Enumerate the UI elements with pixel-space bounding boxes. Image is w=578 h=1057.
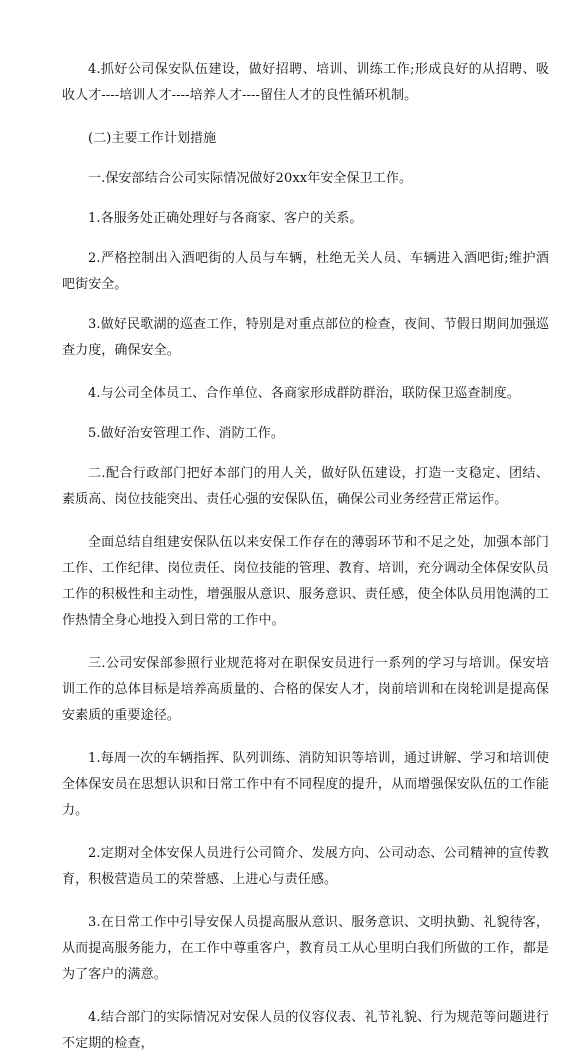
paragraph-weekly-training: 1.每周一次的车辆指挥、队列训练、消防知识等培训，通过讲解、学习和培训使全体保安员在思想认识和日常工作中有不同程度的提升，从而增强保安队伍的工作能力。 (62, 751, 549, 818)
paragraph-team-building: 二.配合行政部门把好本部门的用人关，做好队伍建设，打造一支稳定、团结、素质高、岗位技能突出、责任心强的安保队伍，确保公司业务经营正常运作。 (62, 466, 549, 507)
paragraph-public-security-fire: 5.做好治安管理工作、消防工作。 (88, 426, 285, 441)
paragraph-vehicle-control: 2.严格控制出入酒吧街的人员与车辆，杜绝无关人员、车辆进入酒吧街;维护酒吧街安全。 (62, 251, 549, 292)
paragraph-patrol-work: 3.做好民歌湖的巡查工作，特别是对重点部位的检查，夜间、节假日期间加强巡查力度，确保安全。 (62, 317, 549, 358)
paragraph-training-goal: 三.公司安保部参照行业规范将对在职保安员进行一系列的学习与培训。保安培训工作的总体目标是培养高质量的、合格的保安人才，岗前培训和在岗轮训是提高保安素质的重要途径。 (62, 656, 549, 723)
paragraph-merchant-relations: 1.各服务处正确处理好与各商家、客户的关系。 (88, 211, 363, 226)
paragraph-summary-weakness: 全面总结自组建安保队伍以来安保工作存在的薄弱环节和不足之处，加强本部门工作、工作纪律、岗位责任、岗位技能的管理、教育、培训，充分调动全体保安队员工作的积极性和主动性，增强服从意识、服务意识、责任感，使全体队员用饱满的工作热情全身心地投入到日常的工作中。 (62, 535, 549, 628)
section-heading-main-measures: (二)主要工作计划措施 (88, 131, 217, 146)
paragraph-recruit-training: 4.抓好公司保安队伍建设，做好招聘、培训、训练工作;形成良好的从招聘、吸收人才----培训人才----培养人才----留住人才的良性循环机制。 (62, 62, 549, 103)
paragraph-service-awareness: 3.在日常工作中引导安保人员提高服从意识、服务意识、文明执勤、礼貌待客，从而提高服务能力，在工作中尊重客户，教育员工从心里明白我们所做的工作，都是为了客户的满意。 (62, 915, 549, 982)
paragraph-joint-defense: 4.与公司全体员工、合作单位、各商家形成群防群治，联防保卫巡查制度。 (88, 386, 520, 401)
paragraph-appearance-inspection: 4.结合部门的实际情况对安保人员的仪容仪表、礼节礼貌、行为规范等问题进行不定期的检查， (62, 1010, 549, 1051)
paragraph-company-education: 2.定期对全体安保人员进行公司简介、发展方向、公司动态、公司精神的宣传教育，积极营造员工的荣誉感、上进心与责任感。 (62, 846, 549, 887)
paragraph-security-work-plan: 一.保安部结合公司实际情况做好20xx年安全保卫工作。 (88, 171, 413, 186)
